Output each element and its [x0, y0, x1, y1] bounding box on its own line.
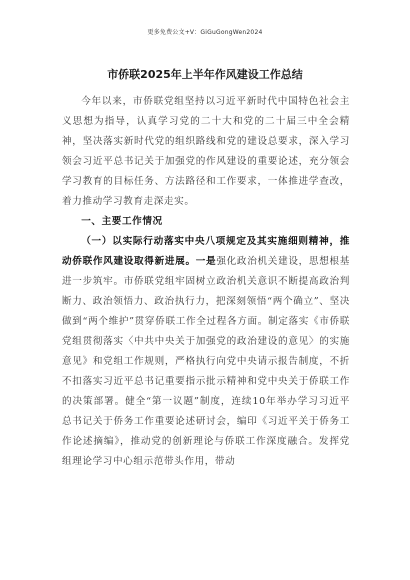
header-note: 更多免费公文+V：GiGuGongWen2024	[147, 29, 263, 36]
section-heading: 一、主要工作情况	[81, 216, 163, 227]
paragraph-lead: （一）以实际行动落实中央八项规定及其实施细则精神，推动侨联作风建设取得新进展。一是	[62, 236, 350, 267]
body-paragraph	[62, 232, 350, 472]
document-body	[62, 92, 350, 472]
document-title: 市侨联2025年上半年作风建设工作总结	[107, 68, 303, 81]
paragraph-text: 强化政治机关建设，思想根基进一步筑牢。市侨联党组牢固树立政治机关意识不断提高政治判断力、政治领悟力、政治执行力，把深刻领悟“两个确立”、坚决做到“两个维护”贯穿侨联工作全过程各方面。制定落实《市侨联党组贯彻落实〈中共中央关于加强党的政治建设的意见〉的实施意见》和党组工作规则，严格执行向党中央请示报告制度，不折不扣落实习近平总书记重要指示批示精神和党中央关于侨联工作的决策部署。健全“第一议题”制度，连续10年举办学习习近平总书记关于侨务工作重要论述研讨会，编印《习近平关于侨务工作论述摘编》，推动党的创新理论与侨联工作深度融合。发挥党组理论学习中心组示范带头作用，带动	[62, 256, 351, 467]
intro-paragraph: 今年以来，市侨联党组坚持以习近平新时代中国特色社会主义思想为指导，认真学习党的二十大和党的二十届三中全会精神，坚决落实新时代党的组织路线和党的建设总要求，深入学习领会习近平总书记关于加强党的作风建设的重要论述，充分领会学习教育的目标任务、方法路径和工作要求，一体推进学查改，着力推动学习教育走深走实。	[62, 96, 350, 207]
